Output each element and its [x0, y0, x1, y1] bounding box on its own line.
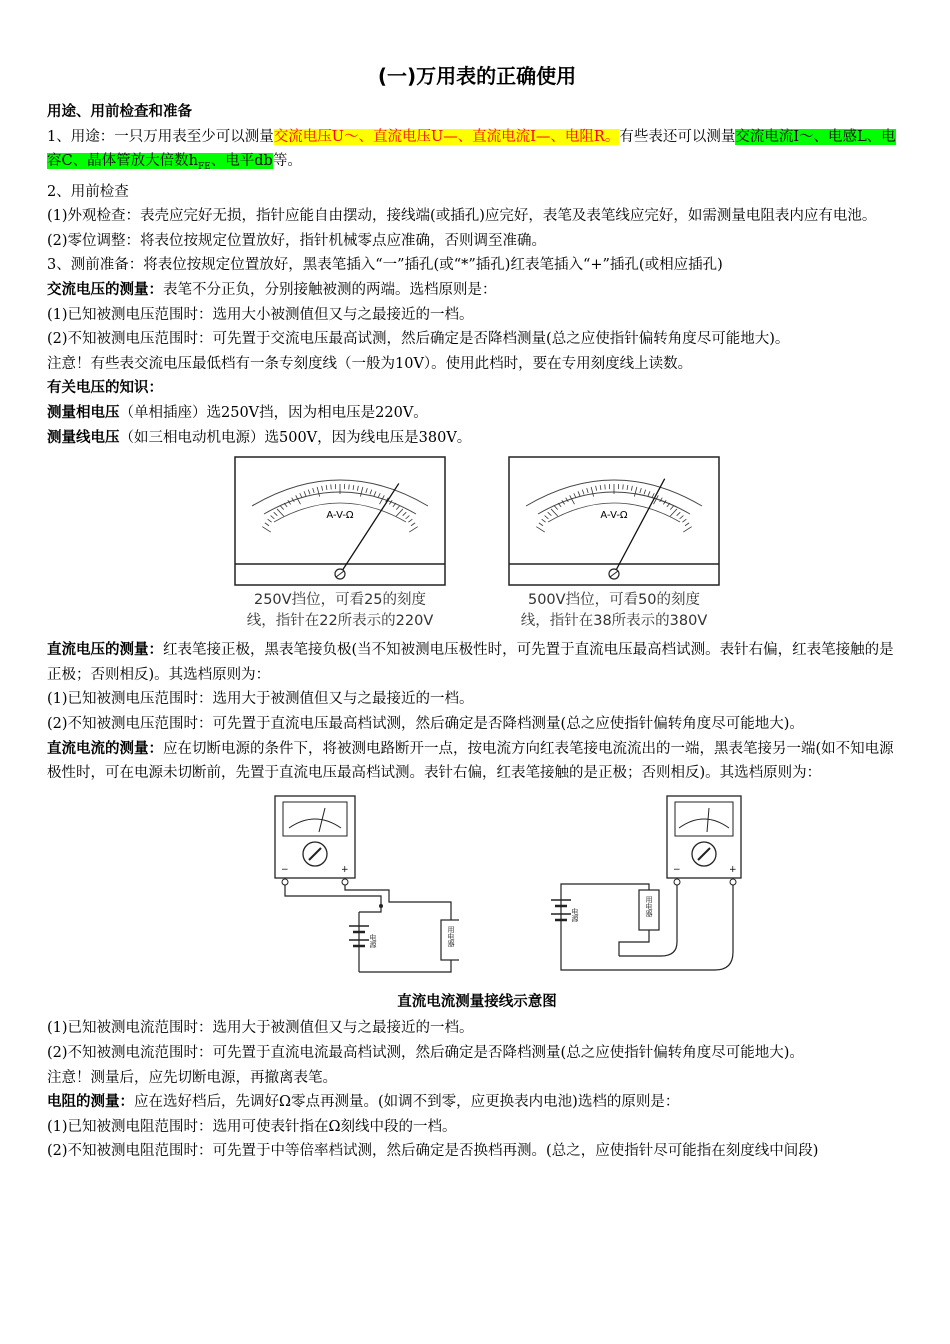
section-heading-usage: 用途、用前检查和准备 — [47, 104, 192, 120]
highlight-yellow: 交流电压U～、直流电压U—、直流电流I—、电阻R。 — [273, 128, 620, 145]
page-title: (一)万用表的正确使用 — [377, 64, 577, 88]
scale-tick — [349, 485, 350, 490]
scale-tick — [623, 485, 624, 490]
meter-caption-1 — [234, 590, 446, 632]
text-span: 红表笔接正极，黑表笔接负极(当不知被测电压极性时，可先置于直流电压最高档试测。表针右偏，红表笔接触的是正极；否则相反)。其选档原则为： — [47, 642, 894, 683]
circuit-diagrams — [269, 792, 749, 982]
meter-figure-2 — [508, 456, 720, 632]
text-span: 直流电流的测量： — [47, 740, 163, 757]
meter-face-text: A-V-Ω — [600, 510, 628, 522]
text-span: 应在切断电源的条件下，将被测电路断开一点，按电流方向红表笔接电流流出的一端，黑表笔接另一端(如不知电源极性时，可在电源未切断前，先置于直流电压最高档试测。表针右偏，红表笔接触的是正极；否则相反)。其选档原则为： — [47, 740, 894, 782]
load-label: 用电器 — [447, 925, 455, 947]
text-span: 交流电流I～、电感L、电容C、晶体管放大倍数h — [47, 128, 896, 170]
scale-tick — [605, 485, 606, 490]
paragraph-dcv-r1: (1)已知被测电压范围时：选用大于被测值但又与之最接近的一档。 — [47, 691, 474, 708]
paragraph-ac-r2: (2)不知被测电压范围时：可先置于交流电压最高试测，然后确定是否降档测量(总之应使指针偏转角度尽可能地大)。 — [47, 331, 790, 348]
caption-line: 250V挡位，可看25的刻度 — [253, 592, 427, 609]
paragraph-dcv-r2: (2)不知被测电压范围时：可先置于直流电压最高档试测，然后确定是否降档测量(总之应使指针偏转角度尽可能地大)。 — [47, 715, 804, 732]
paragraph-res — [47, 1090, 907, 1115]
circuit-caption: 直流电流测量接线示意图 — [397, 993, 557, 1010]
load-label: 用电器 — [645, 895, 653, 917]
paragraph-dci-r2: (2)不知被测电流范围时：可先置于直流电流最高档试测，然后确定是否降档测量(总之应使指针偏转角度尽可能地大)。 — [47, 1044, 804, 1061]
source-label: 电源 — [369, 933, 377, 948]
paragraph-dci-note: 注意！测量后，应先切断电源，再撤离表笔。 — [47, 1069, 337, 1086]
text-span: 应在选好档后，先调好Ω零点再测量。(如调不到零，应更换表内电池)选档的原则是： — [134, 1094, 680, 1111]
meter-face-text: A-V-Ω — [326, 510, 354, 522]
knowledge-line-1 — [47, 401, 907, 426]
meter-figures — [47, 456, 907, 632]
caption-line: 线，指针在22所表示的220V — [246, 613, 434, 630]
paragraph-dci — [47, 737, 907, 786]
circuit-diagram-2 — [549, 792, 749, 982]
circuit-diagram-1 — [269, 792, 459, 982]
source-label: 电源 — [571, 907, 579, 922]
text-span: 等。 — [272, 153, 302, 170]
text-span: 、电平db — [210, 153, 273, 170]
minus-label: − — [281, 864, 289, 875]
text-span: 表笔不分正负，分别接触被测的两端。选档原则是： — [163, 282, 497, 299]
paragraph-ac-note: 注意！有些表交流电压最低档有一条专刻度线（一般为10V）。使用此档时，要在专用刻度线上读数。 — [47, 355, 693, 372]
paragraph-ac — [47, 278, 907, 303]
text-span: 1、用途：一只万用表至少可以测量 — [47, 128, 274, 145]
text-span: 直流电压的测量： — [47, 642, 163, 659]
knowledge-heading: 有关电压的知识： — [47, 380, 163, 397]
text-span: 测量线电压 — [47, 429, 120, 446]
paragraph-prep: 3、测前准备：将表位按规定位置放好，黑表笔插入“一”插孔(或“*”插孔)红表笔插入“+”插孔(或相应插孔) — [47, 257, 723, 274]
text-span: 电阻的测量： — [47, 1094, 134, 1111]
paragraph-ac-r1: (1)已知被测电压范围时：选用大小被测值但又与之最接近的一档。 — [47, 306, 474, 323]
meter-caption-2 — [508, 590, 720, 632]
text-span: 有些表还可以测量 — [619, 128, 736, 145]
text-span: 测量相电压 — [47, 405, 120, 422]
caption-line: 500V挡位，可看50的刻度 — [527, 592, 701, 609]
paragraph-res-r2: (2)不知被测电阻范围时：可先置于中等倍率档试测，然后确定是否换档再测。(总之，应使指针尽可能指在刻度线中间段) — [47, 1143, 819, 1160]
text-span: （如三相电动机电源）选500V，因为线电压是380V。 — [119, 429, 472, 446]
plus-label: + — [729, 864, 737, 875]
scale-tick — [331, 485, 332, 490]
meter-image-1 — [234, 456, 446, 588]
plus-label: + — [341, 864, 349, 875]
document-page — [47, 60, 907, 1164]
text-span: （单相插座）选250V挡，因为相电压是220V。 — [119, 405, 428, 422]
paragraph-zero: (2)零位调整：将表位按规定位置放好，指针机械零点应准确，否则调至准确。 — [47, 232, 547, 249]
paragraph-precheck: 2、用前检查 — [47, 183, 129, 200]
paragraph-appearance: (1)外观检查：表壳应完好无损，指针应能自由摆动，接线端(或插孔)应完好，表笔及表笔线应完好，如需测量电阻表内应有电池。 — [47, 208, 877, 225]
subscript: FE — [197, 162, 211, 173]
minus-label: − — [673, 864, 681, 875]
label-ac: 交流电压的测量： — [47, 282, 163, 299]
caption-line: 线，指针在38所表示的380V — [520, 613, 708, 630]
paragraph-res-r1: (1)已知被测电阻范围时：选用可使表针指在Ω刻线中段的一档。 — [47, 1118, 457, 1135]
paragraph-dcv — [47, 638, 907, 687]
meter-figure-1 — [234, 456, 446, 632]
paragraph-dci-r1: (1)已知被测电流范围时：选用大于被测值但又与之最接近的一档。 — [47, 1020, 474, 1037]
knowledge-line-2 — [47, 426, 907, 451]
paragraph-usage — [47, 125, 907, 180]
meter-image-2 — [508, 456, 720, 588]
